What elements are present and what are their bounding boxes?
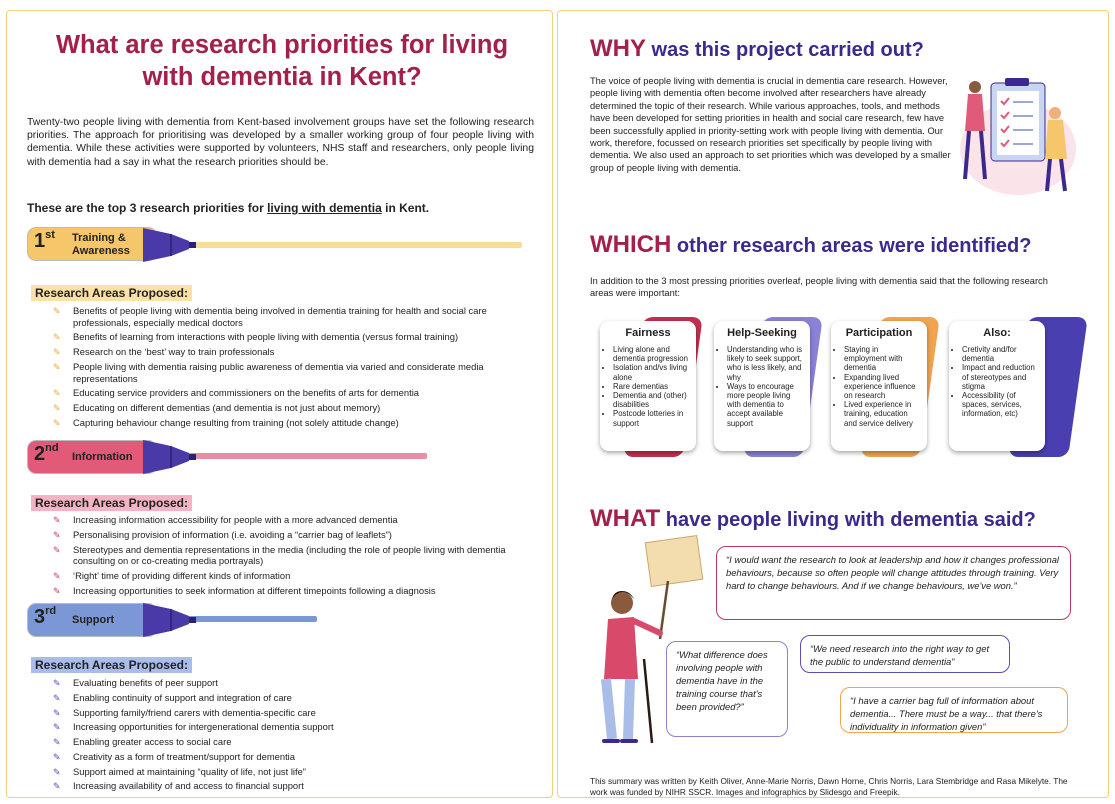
list-item: ✎ Enabling greater access to social care <box>53 736 232 748</box>
research-areas-label-2: Research Areas Proposed: <box>31 495 192 511</box>
list-item: • Rare dementias <box>613 382 691 391</box>
priority-3-label: Support <box>72 614 115 626</box>
what-heading: WHAT have people living with dementia said? <box>590 505 1036 532</box>
list-item: • Dementia and (other) disabilities <box>613 391 691 409</box>
marker-bullet-icon: ✎ <box>53 515 61 525</box>
priority-3-highlight-stroke <box>187 616 317 622</box>
right-panel <box>557 10 1109 798</box>
list-item: ✎ Personalising provision of information (i.e. avoiding a “carrier bag of leaflets”) <box>53 528 392 540</box>
card-participation: Participation • Staying in employment with dementia • Expanding lived experience influence on research • Lived experience in training, education and service delivery <box>831 321 927 451</box>
priority-1-label: Training & Awareness <box>72 232 130 257</box>
priority-3-list <box>51 677 521 795</box>
list-item: • Accessibility (of spaces, services, information, etc) <box>962 391 1040 419</box>
why-paragraph: The voice of people living with dementia is crucial in dementia care research. However, people living with dementia often become involved after researchers have already determined the topic of their research. While various approaches, tools, and methods have been developed for setting priorities in health and social care research, few have been successfully applied in priority-setting work with people living with dementia. Our work, therefore, focussed on research priorities set specifically by people living with dementia. We also used an approach to set priorities which was developed by a smaller group of people living with dementia. <box>590 76 951 173</box>
marker-bullet-icon: ✎ <box>53 347 61 358</box>
priority-2-label: Information <box>72 451 133 463</box>
which-paragraph: In addition to the 3 most pressing priorities overleaf, people living with dementia said that the following research areas were important: <box>590 276 1048 299</box>
list-item: ✎ Stereotypes and dementia representations in the media (including the role of people living with dementia consulting on or co-creating media portrayals) <box>53 543 506 567</box>
marker-bullet-icon: ✎ <box>53 529 61 540</box>
page-title: What are research priorities for living with dementia in Kent? <box>55 31 509 91</box>
credits-footer: This summary was written by Keith Oliver, Anne-Marie Norris, Dawn Horne, Chris Norris, Lara Stembridge and Rasa Mikelyte. The work was funded by NIHR SSCR. Images and infographics by Slidesgo and Freepik. <box>590 776 1068 797</box>
quote-bubble-1: “I would want the research to look at leadership and how it changes professional behaviours, because so often people will change attitudes through training. Very hard to change behaviours. And if we change behaviours, we've won.” <box>716 546 1071 620</box>
list-item: ✎ Supporting family/friend carers with dementia-specific care <box>53 706 316 718</box>
marker-bullet-icon: ✎ <box>53 766 61 777</box>
top3-heading: These are the top 3 research priorities for living with dementia in Kent. <box>27 201 430 215</box>
highlighter-marker-icon <box>141 436 197 478</box>
list-item: ✎ Creativity as a form of treatment/support for dementia <box>53 750 295 762</box>
list-item: • Postcode lotteries in support <box>613 409 691 427</box>
priority-1-list <box>51 305 521 432</box>
priority-2-highlight-stroke <box>187 453 427 459</box>
priority-1-highlight-stroke <box>187 242 522 248</box>
list-item: • Ways to encourage more people living with dementia to accept available support <box>727 382 805 428</box>
priority-3-badge: 3rd Support <box>27 603 157 637</box>
list-item: ✎ Support aimed at maintaining “quality of life, not just life” <box>53 765 306 777</box>
checklist-people-illustration <box>943 61 1083 201</box>
list-item: ✎ Enabling continuity of support and integration of care <box>53 691 292 703</box>
list-item: ✎ ‘Right’ time of providing different kinds of information <box>53 569 291 581</box>
marker-bullet-icon: ✎ <box>53 570 61 581</box>
highlighter-marker-icon <box>141 224 197 266</box>
marker-bullet-icon: ✎ <box>53 585 61 596</box>
list-item: • Isolation and/vs living alone <box>613 363 691 381</box>
list-item: • Cretivity and/for dementia <box>962 345 1040 363</box>
research-areas-label-3: Research Areas Proposed: <box>31 657 192 673</box>
quote-bubble-4: “I have a carrier bag full of information about dementia... There must be a way... that there's individuality in information given” <box>840 687 1068 733</box>
left-panel <box>6 10 553 798</box>
marker-bullet-icon: ✎ <box>53 781 61 792</box>
list-item: ✎ People living with dementia raising public awareness of dementia via varied and considerate media representations <box>53 360 484 384</box>
list-item: ✎ Benefits of learning from interactions with people living with dementia (versus formal training) <box>53 331 459 343</box>
which-heading: WHICH other research areas were identified? <box>590 231 1032 258</box>
marker-bullet-icon: ✎ <box>53 544 61 555</box>
quote-bubble-3: “We need research into the right way to get the public to understand dementia” <box>800 635 1010 673</box>
card-also: Also: • Cretivity and/for dementia • Impact and reduction of stereotypes and stigma • Accessibility (of spaces, services, information, etc) <box>949 321 1045 451</box>
list-item: • Lived experience in training, education and service delivery <box>844 400 922 428</box>
marker-bullet-icon: ✎ <box>53 678 61 688</box>
list-item: ✎ Evaluating benefits of peer support <box>53 677 218 688</box>
list-item: • Expanding lived experience influence on research <box>844 373 922 401</box>
list-item: ✎ Increasing opportunities to seek information at different timepoints following a diagnosis <box>53 584 436 596</box>
card-help-seeking: Help-Seeking • Understanding who is likely to seek support, who is less likely, and why • Ways to encourage more people living with dementia to accept available support <box>714 321 810 451</box>
quote-bubble-2: “What difference does involving people with dementia have in the training course that's been provided?” <box>666 641 788 737</box>
list-item: • Staying in employment with dementia <box>844 345 922 373</box>
marker-bullet-icon: ✎ <box>53 722 61 733</box>
marker-bullet-icon: ✎ <box>53 707 61 718</box>
list-item: ✎ Educating on different dementias (and dementia is not just about memory) <box>53 402 381 414</box>
marker-bullet-icon: ✎ <box>53 403 61 414</box>
marker-bullet-icon: ✎ <box>53 692 61 703</box>
list-item: ✎ Research on the ‘best’ way to train professionals <box>53 346 275 358</box>
list-item: ✎ Capturing behaviour change resulting from training (not solely attitude change) <box>53 416 399 428</box>
list-item: • Living alone and dementia progression <box>613 345 691 363</box>
marker-bullet-icon: ✎ <box>53 361 61 372</box>
highlighter-marker-icon <box>141 599 197 641</box>
priority-1-badge: 1st Training & Awareness <box>27 227 157 261</box>
list-item: • Understanding who is likely to seek support, who is less likely, and why <box>727 345 805 382</box>
marker-bullet-icon: ✎ <box>53 332 61 343</box>
card-fairness: Fairness • Living alone and dementia progression • Isolation and/vs living alone • Rare dementias • Dementia and (other) disabilities • Postcode lotteries in support <box>600 321 696 451</box>
list-item: ✎ Increasing opportunities for intergenerational dementia support <box>53 721 334 733</box>
priority-2-list <box>51 514 527 600</box>
list-item: ✎ Increasing information accessibility for people with a more advanced dementia <box>53 514 398 525</box>
marker-bullet-icon: ✎ <box>53 306 61 316</box>
marker-bullet-icon: ✎ <box>53 751 61 762</box>
list-item: • Impact and reduction of stereotypes and stigma <box>962 363 1040 391</box>
why-heading: WHY was this project carried out? <box>590 35 924 62</box>
list-item: ✎ Increasing availability of and access to financial support <box>53 780 304 792</box>
marker-bullet-icon: ✎ <box>53 388 61 399</box>
priority-2-badge: 2nd Information <box>27 440 157 474</box>
list-item: ✎ Educating service providers and commissioners on the benefits of arts for dementia <box>53 387 420 399</box>
research-areas-label-1: Research Areas Proposed: <box>31 285 192 301</box>
list-item: ✎ Benefits of people living with dementia being involved in dementia training for health and social care professionals, especially medical doctors <box>53 305 487 328</box>
marker-bullet-icon: ✎ <box>53 737 61 748</box>
intro-paragraph: Twenty-two people living with dementia from Kent-based involvement groups have set the following research priorities. The approach for prioritising was developed by a smaller working group of four people living with dementia. While these activities were supported by volunteers, NHS staff and researchers, only people living with dementia had a say in what the research priorities should be. <box>27 117 534 168</box>
marker-bullet-icon: ✎ <box>53 417 61 428</box>
